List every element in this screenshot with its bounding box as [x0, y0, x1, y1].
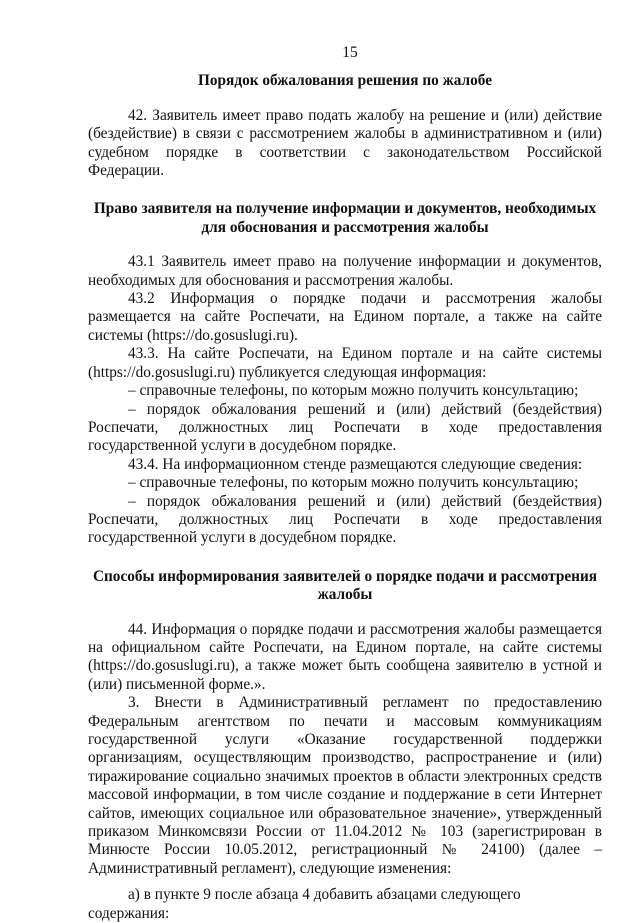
list-item-phones: – справочные телефоны, по которым можно получить консультацию; — [128, 382, 579, 400]
paragraph-43-2: 43.2 Информация о порядке подачи и рассмотрения жалобы размещается на сайте Роспечати, на Едином портале, а также на сайте системы (https://do.gosuslugi.ru). — [88, 290, 602, 344]
paragraph-a: а) в пункте 9 после абзаца 4 добавить абзацами следующего содержания: — [88, 886, 521, 922]
paragraph-44: 44. Информация о порядке подачи и рассмотрения жалобы размещается на официальном сайте Роспечати, на Едином портале, на сайте системы (https://do.gosuslugi.ru), а также может быть сообщена заявителю в устной и (или) письменной форме.». — [88, 620, 602, 693]
paragraph-3: 3. Внести в Административный регламент по предоставлению Федеральным агентством по печати и массовым коммуникациям государственной услуги «Оказание государственной поддержки организациям, осуществляющим производство, распространение и (или) тиражирование социально значимых проектов в области электронных средств массовой информации, в том числе создание и поддержание в сети Интернет сайтов, имеющих социальное или образовательное значение», утвержденный приказом Минкомсвязи России от 11.04.2012 № 103 (зарегистрирован в Минюсте России 10.05.2012, регистрационный № 24100) (далее – Административный регламент), следующие изменения: — [88, 694, 602, 877]
paragraph-43-4: 43.4. На информационном стенде размещаются следующие сведения: — [128, 455, 583, 473]
section-heading-informing: Способы информирования заявителей о порядке подачи и рассмотрения жалобы — [92, 567, 598, 604]
section-heading-rights: Право заявителя на получение информации и документов, необходимых для обоснования и рассмотрения жалобы — [93, 200, 597, 236]
section-heading-appeal: Порядок обжалования решения по жалобе — [198, 72, 492, 90]
list-item-appeal-order: – порядок обжалования решений и (или) действий (бездействия) Роспечати, должностных лиц Роспечати в ходе предоставления государственной услуги в досудебном порядке. — [88, 400, 602, 455]
list-item-appeal-order-stand: – порядок обжалования решений и (или) действий (бездействия) Роспечати, должностных лиц Роспечати в ходе предоставления государственной услуги в досудебном порядке. — [88, 492, 602, 547]
paragraph-42: 42. Заявитель имеет право подать жалобу на решение и (или) действие (бездействие) в связи с рассмотрением жалобы в административном и (или) судебном порядке в соответствии с законодательством Российской Федерации. — [88, 106, 602, 180]
page-number: 15 — [342, 44, 358, 61]
paragraph-43-1: 43.1 Заявитель имеет право на получение информации и документов, необходимых для обоснования и рассмотрения жалобы. — [88, 253, 602, 289]
paragraph-43-3: 43.3. На сайте Роспечати, на Едином портале и на сайте системы (https://do.gosuslugi.ru) публикуется следующая информация: — [88, 345, 602, 381]
list-item-phones-stand: – справочные телефоны, по которым можно получить консультацию; — [128, 474, 579, 492]
